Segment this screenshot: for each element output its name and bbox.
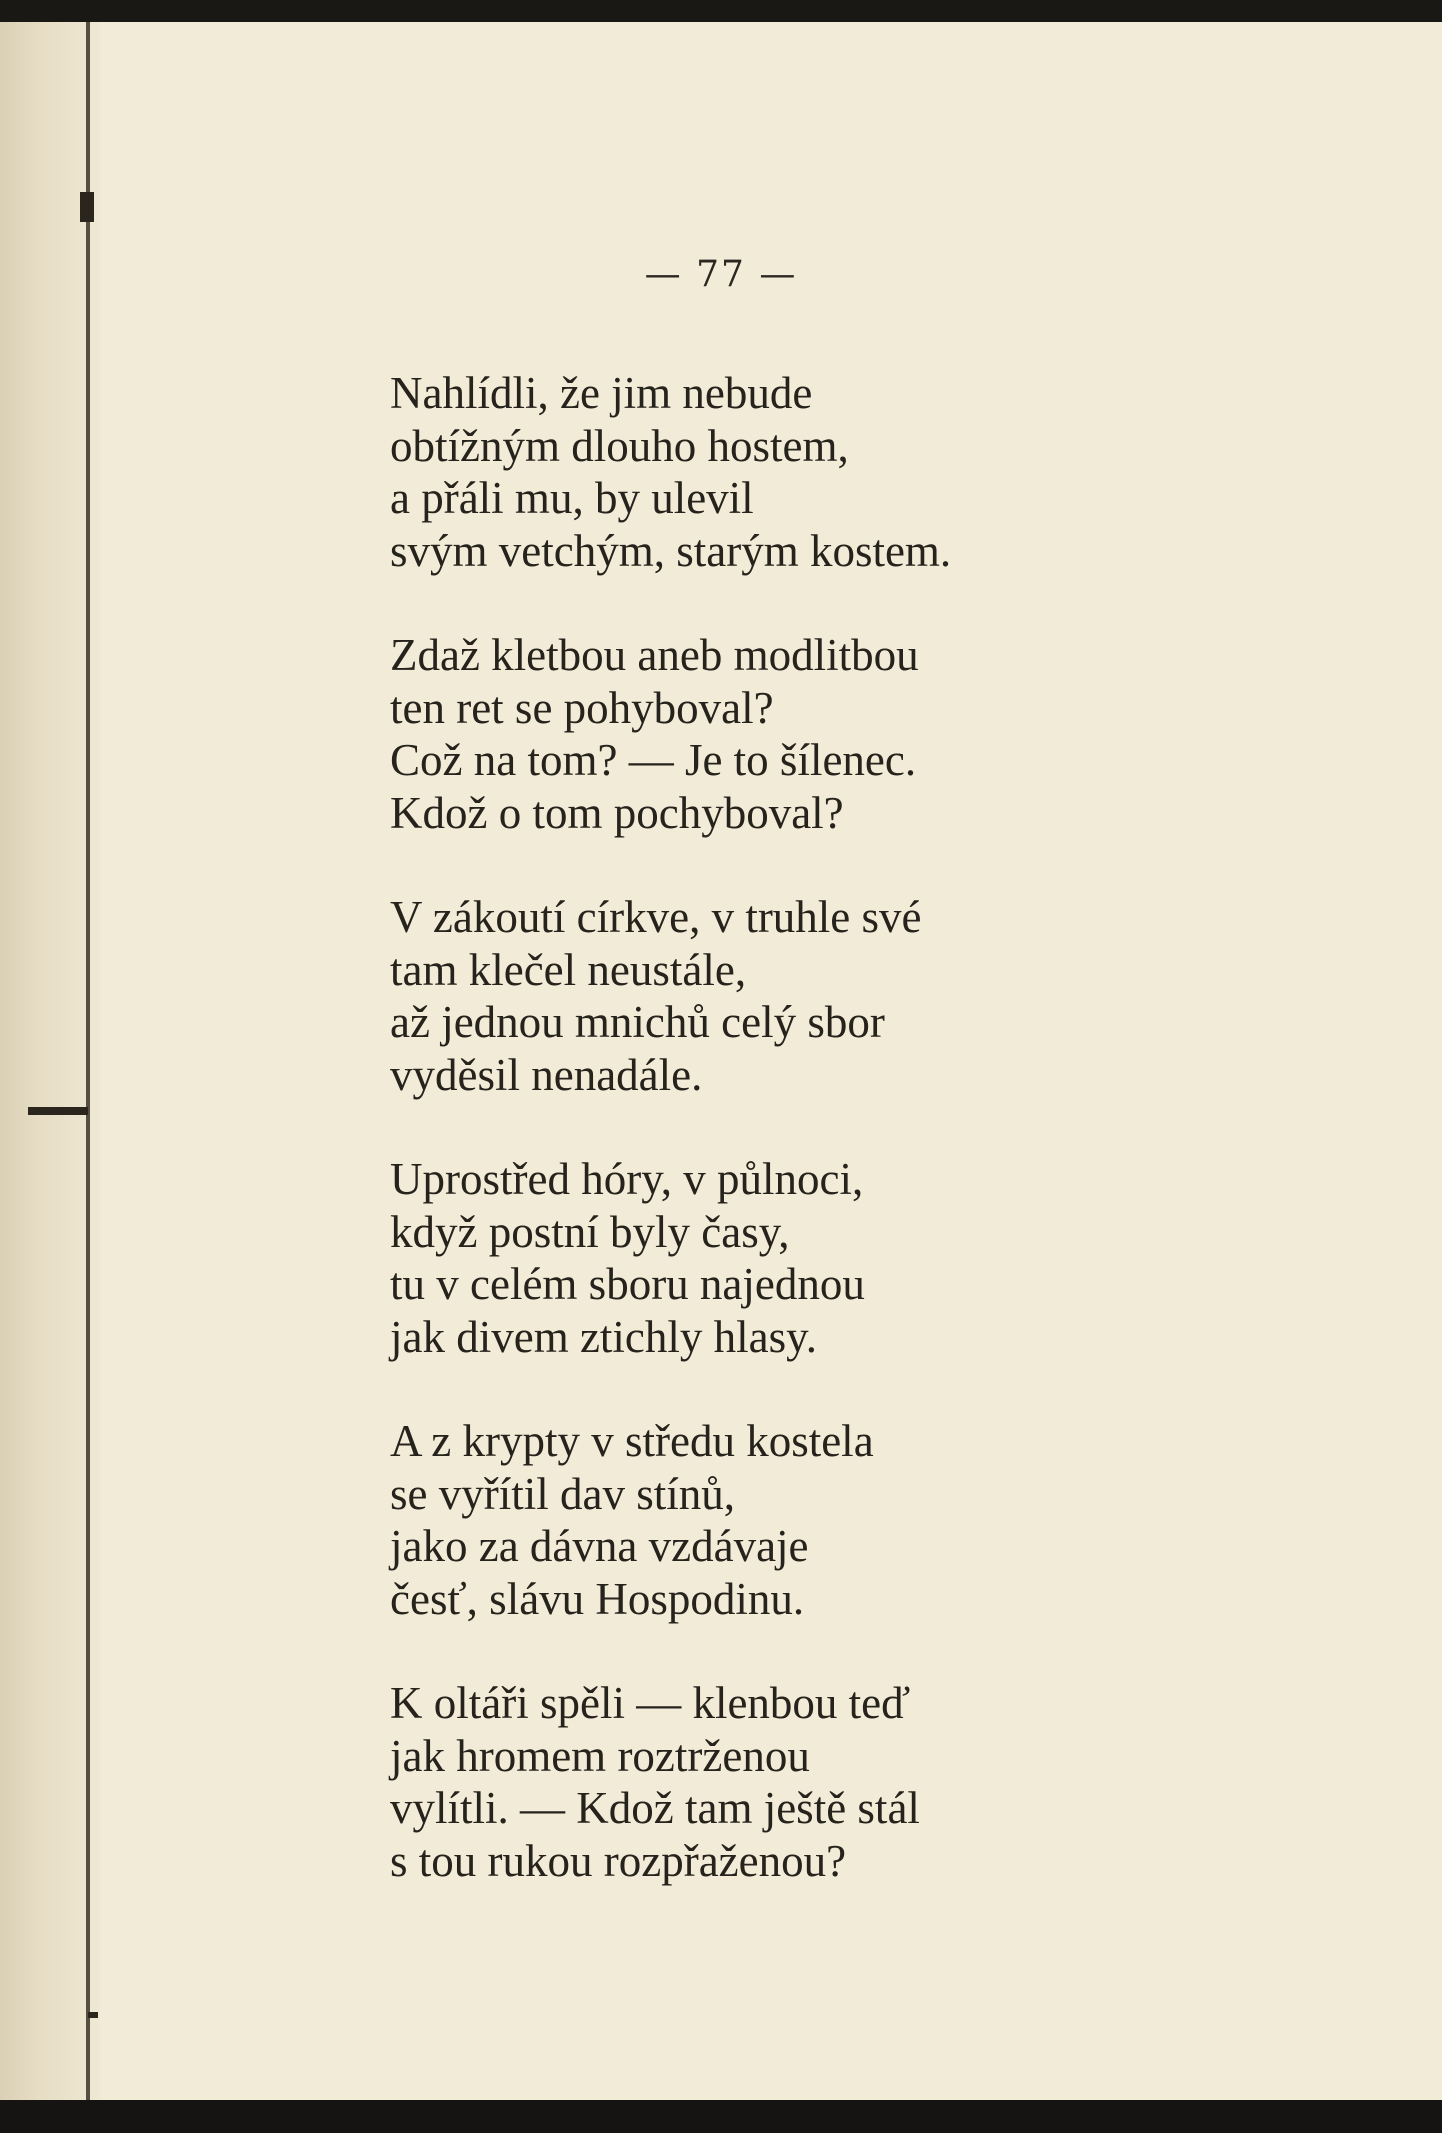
stanza-4 [390, 1153, 1350, 1363]
poem-line: až jednou mnichů celý sbor [390, 997, 885, 1047]
poem-line: jak hromem roztrženou [390, 1730, 810, 1781]
poem-line: jak divem ztichly hlasy. [390, 1311, 817, 1362]
stanza-5 [390, 1415, 1350, 1625]
binding-mark [88, 2012, 98, 2018]
binding-edge [86, 22, 90, 2100]
poem-line: Kdož o tom pochyboval? [390, 787, 844, 838]
page-gutter [0, 22, 100, 2100]
poem-line: vyděsil nenadále. [390, 1049, 703, 1100]
poem-line: a přáli mu, by ulevil [390, 473, 754, 523]
page-number: — 77 — [644, 254, 798, 295]
poem-line: V zákoutí církve, v truhle své [390, 892, 922, 942]
scan-bottom-border [0, 2100, 1442, 2133]
poem-line: Zdaž kletbou aneb modlitbou [390, 630, 919, 680]
book-page [0, 22, 1442, 2100]
poem-line: když postní byly časy, [390, 1206, 790, 1257]
poem-line: svým vetchým, starým kostem. [390, 525, 952, 576]
poem-line: s tou rukou rozpřaženou? [390, 1835, 847, 1886]
poem-text [390, 367, 1350, 1939]
poem-line: Uprostřed hóry, v půlnoci, [390, 1154, 864, 1204]
stanza-6 [390, 1677, 1350, 1887]
binding-mark [28, 1107, 88, 1115]
stanza-1 [390, 367, 1350, 577]
poem-line: česť, slávu Hospodinu. [390, 1573, 805, 1624]
poem-line: Což na tom? — Je to šílenec. [390, 735, 917, 785]
poem-line: vylítli. — Kdož tam ještě stál [390, 1783, 920, 1833]
stanza-3 [390, 891, 1350, 1101]
poem-line: obtížným dlouho hostem, [390, 420, 849, 471]
binding-mark [80, 192, 94, 222]
poem-line: tu v celém sboru najednou [390, 1259, 865, 1309]
poem-line: se vyřítil dav stínů, [390, 1468, 735, 1519]
poem-line: K oltáři spěli — klenbou teď [390, 1678, 911, 1728]
poem-line: tam klečel neustále, [390, 944, 747, 995]
poem-line: A z krypty v středu kostela [390, 1416, 874, 1466]
poem-line: ten ret se pohyboval? [390, 682, 774, 733]
poem-line: jako za dávna vzdávaje [390, 1521, 809, 1571]
scan-top-border [0, 0, 1442, 22]
poem-line: Nahlídli, že jim nebude [390, 368, 813, 418]
stanza-2 [390, 629, 1350, 839]
